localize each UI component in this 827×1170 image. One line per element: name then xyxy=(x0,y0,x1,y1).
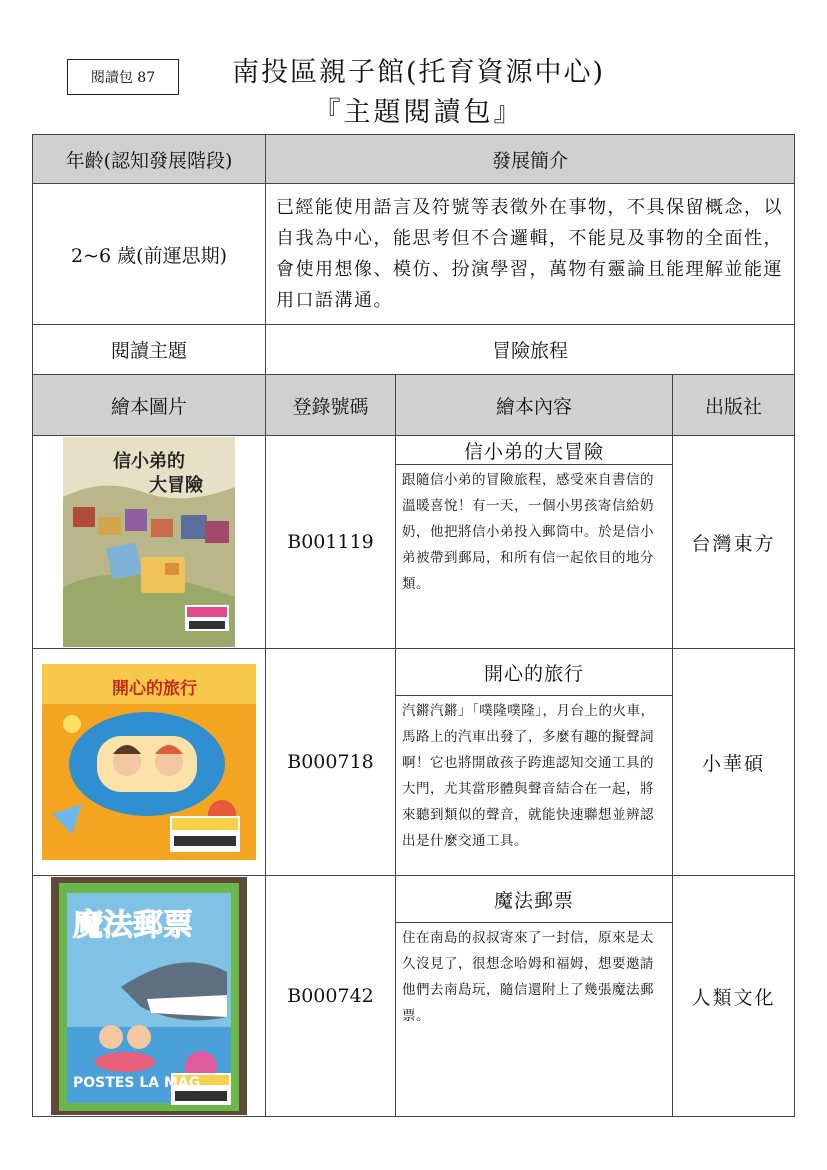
age-value: 2~6 歲(前運思期) xyxy=(33,184,266,325)
book-cover-image xyxy=(42,664,256,860)
col-header-content: 繪本內容 xyxy=(396,375,673,436)
theme-label: 閱讀主題 xyxy=(33,325,266,375)
book-summary: 汽鏘汽鏘」「噗隆噗隆」，月台上的火車，馬路上的汽車出發了，多麼有趣的擬聲詞啊！它也將開啟孩子跨進認知交通工具的大門，尤其當形體與聲音結合在一起，將來聽到類似的聲音，就能快速聯想並辨認出是什麼交通工具。 xyxy=(402,703,655,849)
table-row xyxy=(33,325,795,375)
book-cover-image xyxy=(51,877,247,1115)
book-publisher: 人類文化 xyxy=(673,876,795,1117)
book-title: 信小弟的大冒險 xyxy=(396,436,672,465)
cover-title-line2: 大冒險 xyxy=(149,475,203,496)
book-title: 開心的旅行 xyxy=(396,649,672,696)
book-row xyxy=(33,649,795,876)
book-cover-image xyxy=(63,437,235,647)
pack-number-label: 閱讀包 87 xyxy=(67,59,179,95)
reading-pack-table xyxy=(32,134,795,1117)
cover-subtitle: POSTES LA MAG xyxy=(73,1075,201,1091)
cover-title-line1: 信小弟的 xyxy=(113,451,185,472)
theme-value: 冒險旅程 xyxy=(266,325,795,375)
book-row xyxy=(33,436,795,649)
book-code: B000742 xyxy=(266,876,396,1117)
book-cover-cell xyxy=(33,649,266,876)
book-publisher: 小華碩 xyxy=(673,649,795,876)
book-cover-cell xyxy=(33,436,266,649)
col-header-code: 登錄號碼 xyxy=(266,375,396,436)
book-content-cell xyxy=(396,876,673,1117)
table-row xyxy=(33,184,795,325)
book-code: B001119 xyxy=(266,436,396,649)
book-summary: 跟隨信小弟的冒險旅程，感受來自書信的溫暖喜悅！有一天，一個小男孩寄信給奶奶，他把將信小弟投入郵筒中。於是信小弟被帶到郵局，和所有信一起依目的地分類。 xyxy=(402,472,654,592)
table-row xyxy=(33,375,795,436)
book-summary: 住在南島的叔叔寄來了一封信，原來是太久沒見了，很想念哈姆和福姆，想要邀請他們去南島玩，隨信還附上了幾張魔法郵票。 xyxy=(402,930,654,1024)
table-row xyxy=(33,135,795,184)
book-code: B000718 xyxy=(266,649,396,876)
age-header: 年齡(認知發展階段) xyxy=(33,135,266,184)
development-header: 發展簡介 xyxy=(266,135,795,184)
col-header-image: 繪本圖片 xyxy=(33,375,266,436)
page-title: 南投區親子館(托育資源中心) xyxy=(231,57,606,88)
book-title: 魔法郵票 xyxy=(396,876,672,923)
book-content-cell xyxy=(396,649,673,876)
page-subtitle: 『主題閱讀包』 xyxy=(313,97,524,128)
col-header-publisher: 出版社 xyxy=(673,375,795,436)
cover-title: 魔法郵票 xyxy=(73,908,193,943)
book-row xyxy=(33,876,795,1117)
development-description: 已經能使用語言及符號等表徵外在事物，不具保留概念，以自我為中心，能思考但不合邏輯，不能見及事物的全面性，會使用想像、模仿、扮演學習，萬物有靈論且能理解並能運用口語溝通。 xyxy=(266,184,795,325)
book-cover-cell xyxy=(33,876,266,1117)
cover-title: 開心的旅行 xyxy=(112,679,197,699)
book-publisher: 台灣東方 xyxy=(673,436,795,649)
book-content-cell xyxy=(396,436,673,649)
